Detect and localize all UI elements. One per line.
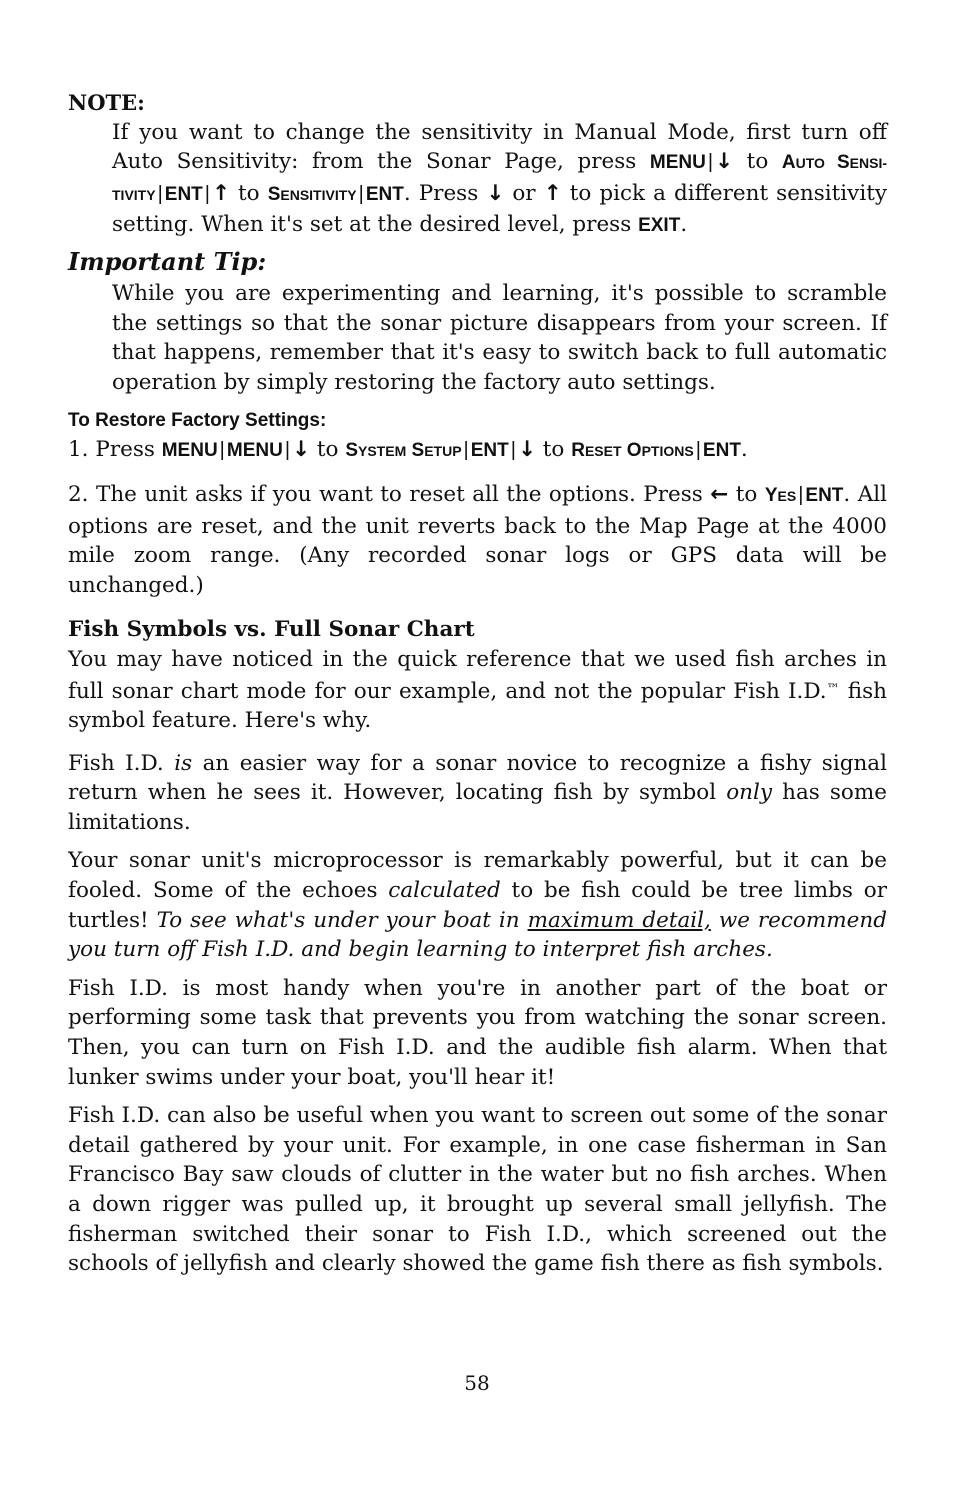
fish-paragraph-4: Fish I.D. is most handy when you're in another part of the boat or performing some task that prevents you from watching the sonar screen. Then, you can turn on Fish I.D. and the audible fish alarm. When that lunker swims under your boat, you'll hear it! [68, 975, 887, 1090]
menu-auto-sensitivity: AUTO SENSI- TIVITY [112, 152, 887, 203]
key-ent: ENT [164, 183, 203, 205]
note-to: to [733, 149, 782, 175]
key-menu: MENU [161, 440, 218, 462]
key-ent: ENT [805, 484, 844, 506]
restore-step-2: 2. The unit asks if you want to reset all the options. Press ← to YES | ENT. All options are reset, and the unit reverts back to the Map Page at the 4000 mile zoom range. (Any recorded sonar logs or GPS data will be unchanged.) [68, 481, 887, 598]
arrow-left-icon: ← [710, 481, 729, 507]
important-tip-body: While you are experimenting and learning, it's possible to scramble the settings so that the sonar picture disappears from your screen. If that happens, remember that it's easy to switch back to full automatic operation by simply restoring the factory auto settings. [112, 280, 887, 395]
arrow-down-icon: ↓ [715, 149, 734, 175]
note-to: to [229, 180, 268, 206]
arrow-up-icon: ↑ [543, 180, 562, 206]
menu-system-setup: SYSTEM SETUP [345, 440, 462, 462]
note-text: to pick a different sensitivity setting. When it's set at the desired level, press [112, 180, 887, 238]
menu-yes: YES [764, 484, 797, 506]
arrow-down-icon: ↓ [486, 180, 505, 206]
note-label: NOTE: [68, 90, 145, 115]
arrow-down-icon: ↓ [292, 437, 311, 463]
page-content [68, 88, 887, 1279]
key-ent: ENT [702, 440, 741, 462]
key-exit: EXIT [638, 215, 681, 237]
restore-heading: To Restore Factory Settings: [68, 410, 327, 432]
important-tip-label: Important Tip: [68, 246, 267, 276]
note-text: . Press [403, 180, 487, 206]
menu-sensitivity: SENSITIVITY [267, 183, 357, 205]
key-menu: MENU [226, 440, 283, 462]
fish-paragraph-5: Fish I.D. can also be useful when you want to screen out some of the sonar detail gathered by your unit. For example, in one case fisherman in San Francisco Bay saw clouds of clutter in the water but no fish arches. When a down rigger was pulled up, it brought up several small jellyfish. The fisherman switched their sonar to Fish I.D., which screened out the schools of jellyfish and clearly showed the game fish there as fish symbols. [68, 1103, 887, 1277]
separator: | [204, 182, 210, 205]
restore-step-1: 1. Press MENU | MENU |↓ to SYSTEM SETUP | ENT |↓ to RESET OPTIONS | ENT. [68, 437, 748, 463]
arrow-down-icon: ↓ [517, 437, 536, 463]
note-or: or [504, 180, 544, 206]
menu-reset-options: RESET OPTIONS [571, 440, 694, 462]
fish-paragraph-3: Your sonar unit's microprocessor is remarkably powerful, but it can be fooled. Some of the echoes calculated to be fish could be tree limbs or turtles! To see what's under your boat in maximum detail, we recommend you turn off Fish I.D. and begin learning to interpret fish arches. [68, 848, 887, 963]
key-ent: ENT [365, 183, 404, 205]
arrow-up-icon: ↑ [211, 180, 230, 206]
note-body: If you want to change the sensitivity in Manual Mode, first turn off Auto Sensitivity: from the Sonar Page, press MENU |↓ to AUTO SENSI- TIVITY | ENT |↑ to SENSITIVITY | ENT. Press ↓ or ↑ to pick a different sensitivity setting. When it's set at the desired level, press EXIT. [112, 119, 887, 238]
note-text: If you want to change the sensitivity in Manual Mode, first turn off Auto Sensitivity: from the Sonar Page, press [112, 119, 887, 175]
key-ent: ENT [470, 440, 509, 462]
fish-heading: Fish Symbols vs. Full Sonar Chart [68, 617, 475, 643]
fish-paragraph-2: Fish I.D. is an easier way for a sonar novice to recognize a fishy signal return when he sees it. However, locating fish by symbol only has some limitations. [68, 750, 888, 835]
separator: | [157, 182, 163, 205]
separator: | [707, 151, 714, 174]
page-number: 58 [464, 1371, 490, 1395]
fish-paragraph-1: You may have noticed in the quick reference that we used fish arches in full sonar chart mode for our example, and not the popular Fish I.D.™ fish symbol feature. Here's why. [68, 646, 888, 734]
key-menu: MENU [649, 152, 706, 174]
separator: | [358, 182, 364, 205]
